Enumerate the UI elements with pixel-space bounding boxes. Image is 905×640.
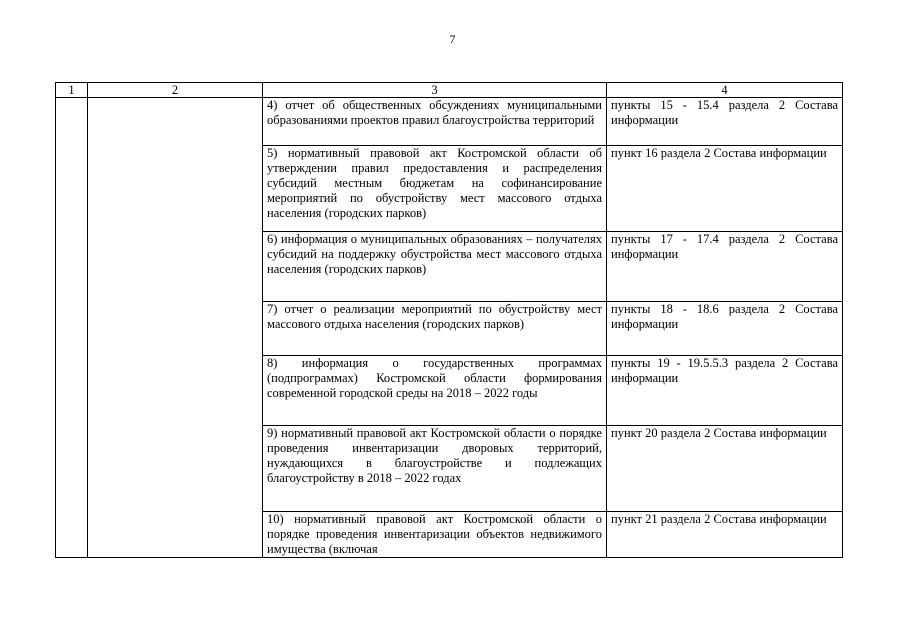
column-2-cell [88, 98, 263, 558]
document-description [263, 512, 607, 558]
column-header-1: 1 [56, 83, 88, 98]
page-number: 7 [449, 32, 456, 46]
column-header-4: 4 [607, 83, 843, 98]
document-reference: пункт 21 раздела 2 Состава информации [607, 512, 843, 558]
document-description: 8) информация о государственных программах (подпрограммах) Костромской области формирования современной городской среды на 2018 – 2022 годы [263, 356, 607, 426]
column-1-cell [56, 98, 88, 558]
document-description: 6) информация о муниципальных образованиях – получателях субсидий на поддержку обустройства мест массового отдыха населения (городских парков) [263, 232, 607, 302]
document-table [55, 82, 843, 558]
truncated-text: 10) нормативный правовой акт Костромской области о порядке проведения инвентаризации объектов недвижимого имущества (включая [267, 512, 602, 556]
document-reference: пункт 20 раздела 2 Состава информации [607, 426, 843, 512]
document-reference: пункт 16 раздела 2 Состава информации [607, 146, 843, 232]
document-reference: пункты 17 - 17.4 раздела 2 Состава информации [607, 232, 843, 302]
column-header-2: 2 [88, 83, 263, 98]
table-header-row [56, 83, 843, 98]
column-header-3: 3 [263, 83, 607, 98]
document-description: 7) отчет о реализации мероприятий по обустройству мест массового отдыха населения (городских парков) [263, 302, 607, 356]
document-description: 5) нормативный правовой акт Костромской области об утверждении правил предоставления и распределения субсидий местным бюджетам на софинансирование мероприятий по обустройству мест массового отдыха населения (городских парков) [263, 146, 607, 232]
table-row [56, 98, 843, 146]
document-reference: пункты 19 - 19.5.5.3 раздела 2 Состава информации [607, 356, 843, 426]
document-reference: пункты 18 - 18.6 раздела 2 Состава информации [607, 302, 843, 356]
document-description: 9) нормативный правовой акт Костромской области о порядке проведения инвентаризации дворовых территорий, нуждающихся в благоустройстве и подлежащих благоустройству в 2018 – 2022 годах [263, 426, 607, 512]
document-description: 4) отчет об общественных обсуждениях муниципальными образованиями проектов правил благоустройства территорий [263, 98, 607, 146]
document-reference: пункты 15 - 15.4 раздела 2 Состава информации [607, 98, 843, 146]
